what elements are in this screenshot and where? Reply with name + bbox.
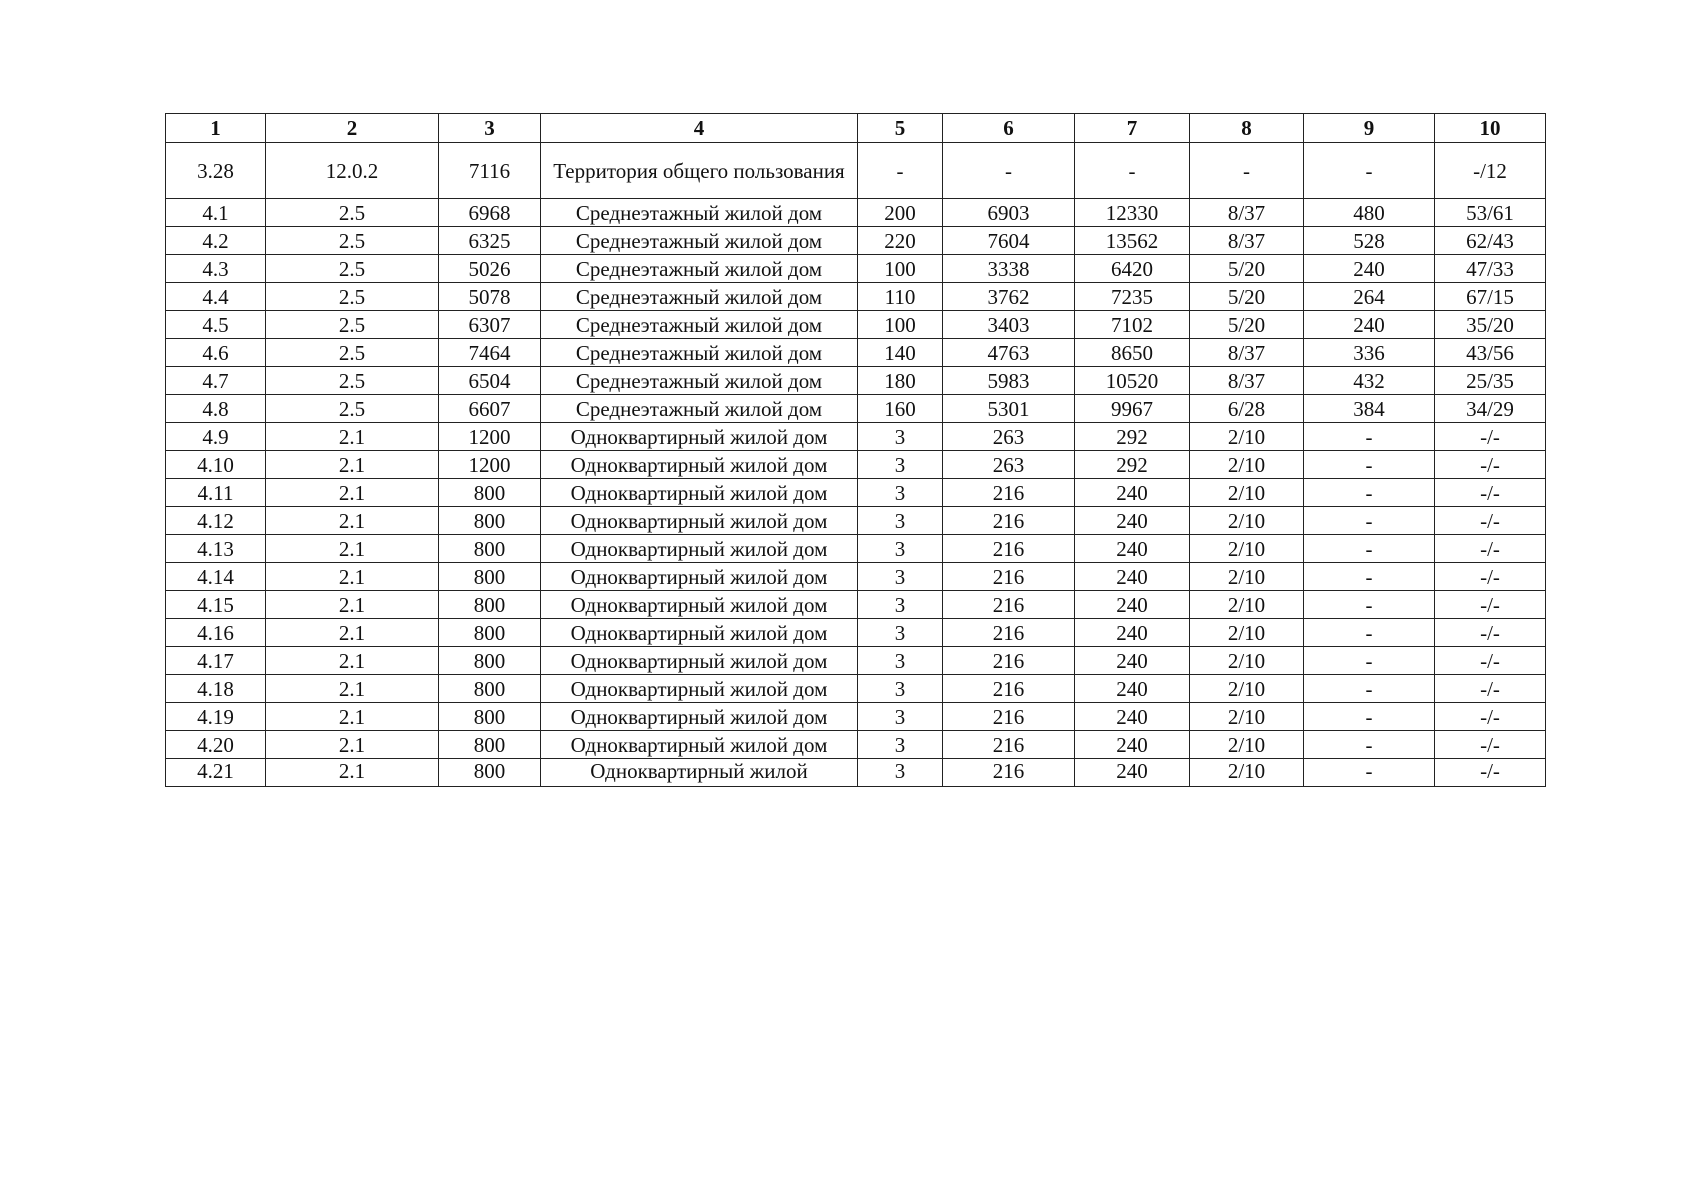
column-header: 7 — [1075, 114, 1190, 143]
table-cell-description: Одноквартирный жилой — [541, 759, 858, 787]
table-cell: 2/10 — [1190, 451, 1304, 479]
table-cell: 6968 — [439, 199, 541, 227]
table-cell: - — [1304, 647, 1435, 675]
table-cell: -/- — [1435, 759, 1546, 787]
table-cell-description: Одноквартирный жилой дом — [541, 619, 858, 647]
table-cell: - — [858, 143, 943, 199]
table-cell: 5026 — [439, 255, 541, 283]
table-cell: 3762 — [943, 283, 1075, 311]
table-row — [166, 619, 1546, 647]
table-cell: 3 — [858, 731, 943, 759]
column-header: 5 — [858, 114, 943, 143]
table-cell-description: Одноквартирный жилой дом — [541, 507, 858, 535]
table-cell: 4.14 — [166, 563, 266, 591]
table-cell-description: Среднеэтажный жилой дом — [541, 367, 858, 395]
table-cell: 480 — [1304, 199, 1435, 227]
table-cell: 1200 — [439, 423, 541, 451]
table-cell: 6903 — [943, 199, 1075, 227]
table-cell-description: Среднеэтажный жилой дом — [541, 199, 858, 227]
table-cell: 216 — [943, 703, 1075, 731]
table-cell: 4.2 — [166, 227, 266, 255]
table-cell: 2.1 — [266, 759, 439, 787]
table-cell: 2/10 — [1190, 647, 1304, 675]
table-cell: 8/37 — [1190, 199, 1304, 227]
table-cell: 4.19 — [166, 703, 266, 731]
table-cell: 62/43 — [1435, 227, 1546, 255]
table-cell: 6/28 — [1190, 395, 1304, 423]
table-cell: -/- — [1435, 675, 1546, 703]
table-cell: -/12 — [1435, 143, 1546, 199]
table-cell: 432 — [1304, 367, 1435, 395]
table-cell: 2.5 — [266, 227, 439, 255]
table-cell: - — [1304, 535, 1435, 563]
table-cell: 800 — [439, 619, 541, 647]
table-cell: - — [1304, 451, 1435, 479]
table-cell: 2.1 — [266, 731, 439, 759]
table-cell: 240 — [1075, 731, 1190, 759]
table-cell-description: Территория общего пользования — [541, 143, 858, 199]
table-cell: 263 — [943, 451, 1075, 479]
table-cell: 216 — [943, 535, 1075, 563]
table-cell: 240 — [1075, 591, 1190, 619]
table-cell: 3 — [858, 423, 943, 451]
table-cell: 4.7 — [166, 367, 266, 395]
table-cell: 8/37 — [1190, 339, 1304, 367]
table-cell: 3 — [858, 619, 943, 647]
table-cell: 4.4 — [166, 283, 266, 311]
table-cell: 800 — [439, 591, 541, 619]
table-cell-description: Одноквартирный жилой дом — [541, 423, 858, 451]
table-cell: - — [1190, 143, 1304, 199]
table-cell: -/- — [1435, 451, 1546, 479]
table-cell: -/- — [1435, 647, 1546, 675]
table-cell: 4.16 — [166, 619, 266, 647]
table-cell: 2.1 — [266, 563, 439, 591]
table-cell: - — [1304, 479, 1435, 507]
table-cell: -/- — [1435, 507, 1546, 535]
table-cell: 240 — [1304, 255, 1435, 283]
column-header: 8 — [1190, 114, 1304, 143]
table-cell: 4.6 — [166, 339, 266, 367]
table-cell: 216 — [943, 619, 1075, 647]
table-cell: 4.9 — [166, 423, 266, 451]
table-cell: 4.13 — [166, 535, 266, 563]
table-cell: -/- — [1435, 423, 1546, 451]
table-cell: 2/10 — [1190, 563, 1304, 591]
table-cell: 2.5 — [266, 311, 439, 339]
table-cell: 12.0.2 — [266, 143, 439, 199]
table-cell: 5983 — [943, 367, 1075, 395]
column-header: 3 — [439, 114, 541, 143]
table-cell-description: Одноквартирный жилой дом — [541, 535, 858, 563]
table-cell-description: Среднеэтажный жилой дом — [541, 255, 858, 283]
table-cell: 528 — [1304, 227, 1435, 255]
table-cell: 4.11 — [166, 479, 266, 507]
column-header: 9 — [1304, 114, 1435, 143]
table-cell: 216 — [943, 675, 1075, 703]
column-header: 6 — [943, 114, 1075, 143]
table-row — [166, 311, 1546, 339]
table-cell: 6504 — [439, 367, 541, 395]
table-cell: 800 — [439, 479, 541, 507]
table-row — [166, 731, 1546, 759]
table-cell: 240 — [1075, 619, 1190, 647]
table-cell: 200 — [858, 199, 943, 227]
table-cell: 292 — [1075, 423, 1190, 451]
table-cell: 800 — [439, 535, 541, 563]
column-header: 10 — [1435, 114, 1546, 143]
table-cell: 240 — [1075, 535, 1190, 563]
table-cell: 800 — [439, 675, 541, 703]
table-cell-description: Одноквартирный жилой дом — [541, 703, 858, 731]
table-cell: 34/29 — [1435, 395, 1546, 423]
table-cell: 2.1 — [266, 647, 439, 675]
table-row — [166, 339, 1546, 367]
table-cell: 110 — [858, 283, 943, 311]
table-header-row — [166, 114, 1546, 143]
table-cell: 4763 — [943, 339, 1075, 367]
table-row — [166, 675, 1546, 703]
table-cell: 292 — [1075, 451, 1190, 479]
table-cell: 3 — [858, 563, 943, 591]
table-cell: 216 — [943, 647, 1075, 675]
table-cell: 800 — [439, 703, 541, 731]
table-cell: 4.3 — [166, 255, 266, 283]
table-cell: 2.1 — [266, 507, 439, 535]
table-cell: 240 — [1075, 703, 1190, 731]
table-cell: 2.1 — [266, 675, 439, 703]
table-row — [166, 563, 1546, 591]
table-cell: 100 — [858, 311, 943, 339]
table-cell: 7235 — [1075, 283, 1190, 311]
table-cell: 4.20 — [166, 731, 266, 759]
column-header: 2 — [266, 114, 439, 143]
table-cell: 9967 — [1075, 395, 1190, 423]
table-cell: 2.1 — [266, 423, 439, 451]
table-cell-description: Среднеэтажный жилой дом — [541, 227, 858, 255]
table-cell: 35/20 — [1435, 311, 1546, 339]
table-cell: - — [1304, 675, 1435, 703]
table-cell: - — [1304, 563, 1435, 591]
table-row — [166, 703, 1546, 731]
table-cell: -/- — [1435, 703, 1546, 731]
table-cell: 47/33 — [1435, 255, 1546, 283]
table-cell-description: Среднеэтажный жилой дом — [541, 283, 858, 311]
table-cell: - — [943, 143, 1075, 199]
table-cell: 2.5 — [266, 283, 439, 311]
data-table — [165, 113, 1546, 787]
table-cell: 800 — [439, 759, 541, 787]
table-cell: 4.5 — [166, 311, 266, 339]
table-cell: -/- — [1435, 563, 1546, 591]
table-cell-description: Одноквартирный жилой дом — [541, 563, 858, 591]
table-cell-description: Одноквартирный жилой дом — [541, 591, 858, 619]
table-cell: 4.18 — [166, 675, 266, 703]
table-cell: 3 — [858, 675, 943, 703]
table-row — [166, 143, 1546, 199]
table-row — [166, 507, 1546, 535]
table-cell-description: Среднеэтажный жилой дом — [541, 395, 858, 423]
table-cell: 4.8 — [166, 395, 266, 423]
table-cell: 4.12 — [166, 507, 266, 535]
table-cell: 800 — [439, 563, 541, 591]
table-row — [166, 199, 1546, 227]
table-cell: - — [1304, 591, 1435, 619]
table-cell: 2/10 — [1190, 507, 1304, 535]
table-row — [166, 535, 1546, 563]
table-row — [166, 479, 1546, 507]
table-body — [166, 143, 1546, 787]
table-cell: - — [1304, 619, 1435, 647]
table-cell: 2.1 — [266, 451, 439, 479]
table-cell: 264 — [1304, 283, 1435, 311]
table-cell: 2.1 — [266, 479, 439, 507]
table-cell: 2/10 — [1190, 675, 1304, 703]
table-row — [166, 451, 1546, 479]
table-cell-description: Одноквартирный жилой дом — [541, 451, 858, 479]
table-cell: - — [1304, 507, 1435, 535]
table-row — [166, 759, 1546, 787]
table-row — [166, 255, 1546, 283]
table-cell: 5/20 — [1190, 255, 1304, 283]
table-cell: 67/15 — [1435, 283, 1546, 311]
table-cell: 3 — [858, 759, 943, 787]
table-cell: 6607 — [439, 395, 541, 423]
table-row — [166, 423, 1546, 451]
table-cell: 13562 — [1075, 227, 1190, 255]
table-cell: 160 — [858, 395, 943, 423]
table-cell: 100 — [858, 255, 943, 283]
table-cell: 5301 — [943, 395, 1075, 423]
table-cell: 2.1 — [266, 591, 439, 619]
table-cell: 180 — [858, 367, 943, 395]
table-cell: - — [1304, 731, 1435, 759]
table-cell: 240 — [1075, 563, 1190, 591]
table-cell: 800 — [439, 647, 541, 675]
table-cell: 6420 — [1075, 255, 1190, 283]
table-cell: 4.10 — [166, 451, 266, 479]
table-cell: 7116 — [439, 143, 541, 199]
table-cell: 2.1 — [266, 703, 439, 731]
column-header: 4 — [541, 114, 858, 143]
table-cell: 3 — [858, 535, 943, 563]
table-cell: 6325 — [439, 227, 541, 255]
table-cell: 2.5 — [266, 199, 439, 227]
table-cell: 4.1 — [166, 199, 266, 227]
table-cell-description: Одноквартирный жилой дом — [541, 647, 858, 675]
table-cell: 3 — [858, 451, 943, 479]
table-cell: 3403 — [943, 311, 1075, 339]
table-row — [166, 395, 1546, 423]
table-cell: 3.28 — [166, 143, 266, 199]
table-row — [166, 367, 1546, 395]
table-cell: 800 — [439, 731, 541, 759]
table-cell: 2.1 — [266, 535, 439, 563]
table-cell: 2.5 — [266, 255, 439, 283]
table-cell: 53/61 — [1435, 199, 1546, 227]
table-cell: 2/10 — [1190, 591, 1304, 619]
table-cell: 216 — [943, 563, 1075, 591]
table-cell: 3338 — [943, 255, 1075, 283]
table-cell: - — [1075, 143, 1190, 199]
table-cell: - — [1304, 423, 1435, 451]
table-cell: - — [1304, 143, 1435, 199]
table-cell: 8/37 — [1190, 367, 1304, 395]
table-row — [166, 227, 1546, 255]
table-cell: 5078 — [439, 283, 541, 311]
table-cell: - — [1304, 703, 1435, 731]
table-cell: 2/10 — [1190, 731, 1304, 759]
table-cell: 2/10 — [1190, 535, 1304, 563]
table-cell: 2/10 — [1190, 759, 1304, 787]
table-cell: 5/20 — [1190, 283, 1304, 311]
table-cell-description: Одноквартирный жилой дом — [541, 675, 858, 703]
table-cell: 216 — [943, 479, 1075, 507]
table-cell: 240 — [1075, 759, 1190, 787]
table-cell: 2/10 — [1190, 479, 1304, 507]
table-cell: 12330 — [1075, 199, 1190, 227]
table-cell: 216 — [943, 591, 1075, 619]
table-cell: -/- — [1435, 591, 1546, 619]
table-cell: 3 — [858, 591, 943, 619]
table-cell: 43/56 — [1435, 339, 1546, 367]
table-cell: 4.21 — [166, 759, 266, 787]
table-cell: 384 — [1304, 395, 1435, 423]
table-cell: 2.5 — [266, 339, 439, 367]
table-cell: 2/10 — [1190, 619, 1304, 647]
table-cell: 8650 — [1075, 339, 1190, 367]
table-cell: 6307 — [439, 311, 541, 339]
table-cell: 240 — [1075, 507, 1190, 535]
table-cell: 240 — [1075, 647, 1190, 675]
table-row — [166, 591, 1546, 619]
table-cell-description: Одноквартирный жилой дом — [541, 731, 858, 759]
table-cell: 2/10 — [1190, 703, 1304, 731]
table-cell: 336 — [1304, 339, 1435, 367]
table-cell: -/- — [1435, 619, 1546, 647]
table-cell: 7464 — [439, 339, 541, 367]
table-cell: 216 — [943, 759, 1075, 787]
table-cell: 2.1 — [266, 619, 439, 647]
table-cell: 7102 — [1075, 311, 1190, 339]
table-cell: 3 — [858, 479, 943, 507]
table-cell: 263 — [943, 423, 1075, 451]
table-cell-description: Среднеэтажный жилой дом — [541, 311, 858, 339]
table-cell: 216 — [943, 507, 1075, 535]
table-cell: 2.5 — [266, 367, 439, 395]
table-cell-description: Среднеэтажный жилой дом — [541, 339, 858, 367]
table-row — [166, 647, 1546, 675]
table-cell: 140 — [858, 339, 943, 367]
table-cell-description: Одноквартирный жилой дом — [541, 479, 858, 507]
table-cell: 2.5 — [266, 395, 439, 423]
table-cell: 1200 — [439, 451, 541, 479]
column-header: 1 — [166, 114, 266, 143]
table-cell: -/- — [1435, 731, 1546, 759]
table-cell: 216 — [943, 731, 1075, 759]
table-cell: 25/35 — [1435, 367, 1546, 395]
table-cell: 7604 — [943, 227, 1075, 255]
table-cell: 240 — [1075, 479, 1190, 507]
table-cell: 8/37 — [1190, 227, 1304, 255]
table-cell: 800 — [439, 507, 541, 535]
table-cell: 3 — [858, 507, 943, 535]
table-cell: 240 — [1075, 675, 1190, 703]
table-cell: 3 — [858, 647, 943, 675]
table-cell: 4.17 — [166, 647, 266, 675]
table-cell: -/- — [1435, 535, 1546, 563]
table-cell: 2/10 — [1190, 423, 1304, 451]
table-cell: -/- — [1435, 479, 1546, 507]
table-cell: - — [1304, 759, 1435, 787]
table-cell: 240 — [1304, 311, 1435, 339]
table-cell: 220 — [858, 227, 943, 255]
table-cell: 4.15 — [166, 591, 266, 619]
table-row — [166, 283, 1546, 311]
table-cell: 3 — [858, 703, 943, 731]
table-cell: 5/20 — [1190, 311, 1304, 339]
table-cell: 10520 — [1075, 367, 1190, 395]
